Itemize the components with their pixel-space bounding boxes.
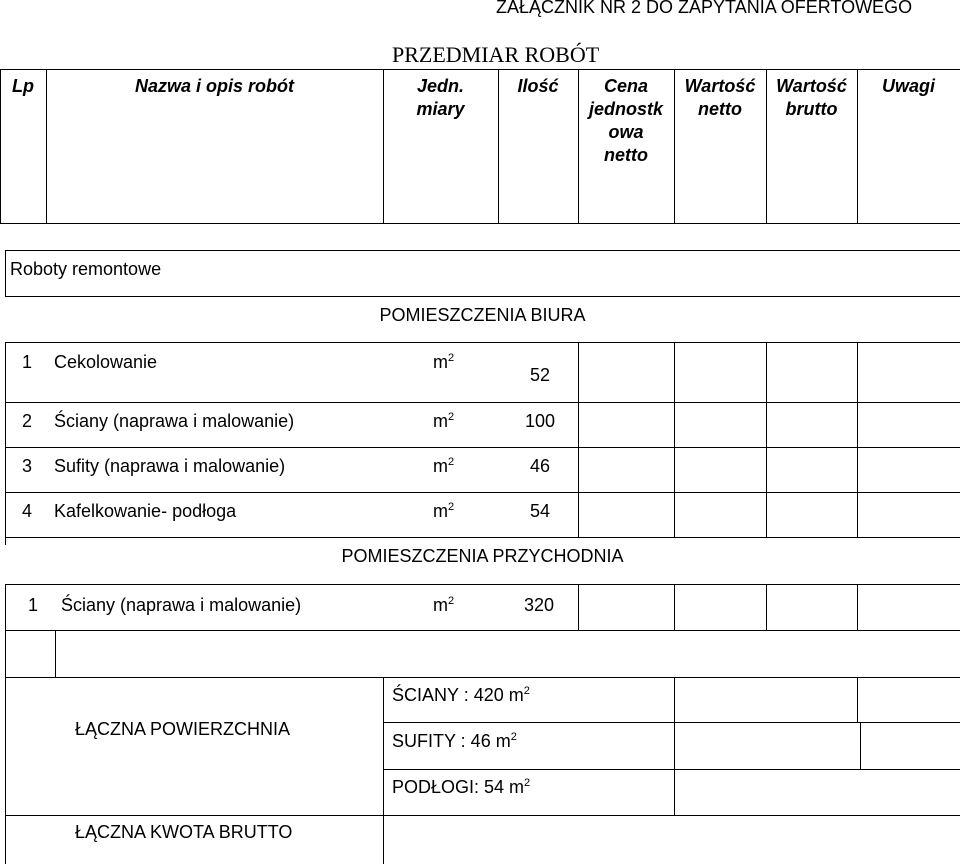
row-unit: $m^2$ — [433, 456, 455, 476]
row-divider — [5, 402, 960, 403]
row-divider — [5, 537, 960, 538]
col-line — [766, 342, 767, 538]
row-lp: 2 — [22, 411, 33, 431]
row-divider — [5, 492, 960, 493]
section-title: Roboty remontowe — [10, 259, 162, 279]
row-lp: 4 — [22, 501, 33, 521]
summary-col-line — [857, 677, 858, 723]
row-qty: 52 — [530, 365, 551, 385]
row-qty: 54 — [530, 501, 551, 521]
document-title: PRZEDMIAR ROBÓT — [392, 42, 600, 67]
row-name: Ściany (naprawa i malowanie) — [54, 411, 295, 431]
col-line — [578, 342, 579, 538]
summary-divider — [5, 815, 960, 816]
col-line — [766, 584, 767, 631]
row-lp: 1 — [28, 595, 39, 615]
col-header-unit: Jedn. miary — [416, 76, 465, 119]
section-left-border — [5, 250, 6, 297]
col-header-qty: Ilość — [517, 76, 559, 96]
group-title-office: POMIESZCZENIA BIURA — [379, 305, 586, 325]
row-lp: 3 — [22, 456, 33, 476]
row-name: Ściany (naprawa i malowanie) — [61, 595, 302, 615]
row-unit: $m^2$ — [433, 411, 455, 431]
attachment-label: ZAŁĄCZNIK NR 2 DO ZAPYTANIA OFERTOWEGO — [496, 0, 913, 17]
section-top-border — [5, 250, 960, 251]
col-line — [578, 584, 579, 631]
row-unit: $m^2$ — [433, 501, 455, 521]
row-qty: 320 — [524, 595, 555, 615]
row-divider — [5, 630, 960, 631]
col-header-gross-value: Wartość brutto — [776, 76, 847, 119]
summary-walls: ŚCIANY : 420 $m^2$ — [392, 685, 530, 705]
summary-left-border — [5, 677, 6, 864]
row-qty: 46 — [530, 456, 551, 476]
group-bottom-border — [5, 342, 960, 343]
table-left-border — [5, 630, 6, 678]
section-bottom-border — [5, 296, 960, 297]
col-header-name: Nazwa i opis robót — [134, 76, 294, 96]
row-unit: $m^2$ — [433, 352, 455, 372]
summary-divider — [383, 722, 960, 723]
summary-ceilings: SUFITY : 46 $m^2$ — [392, 731, 517, 751]
total-area-label: ŁĄCZNA POWIERZCHNIA — [75, 719, 291, 739]
row-qty: 100 — [525, 411, 556, 431]
col-header-lp: Lp — [12, 76, 34, 96]
table-left-border — [5, 584, 6, 631]
col-line — [857, 584, 858, 631]
col-line — [674, 342, 675, 538]
row-divider — [5, 677, 960, 678]
col-header-unit-price: Cena jednostk owa netto — [588, 76, 663, 165]
table-left-border — [5, 342, 6, 545]
col-line — [55, 630, 56, 678]
header-bottom-border — [0, 223, 960, 224]
summary-floors: PODŁOGI: 54 $m^2$ — [392, 777, 531, 797]
group-bottom-border — [5, 584, 960, 585]
row-lp: 1 — [22, 352, 33, 372]
summary-divider — [383, 769, 960, 770]
row-unit: $m^2$ — [433, 595, 455, 615]
summary-col-line — [383, 677, 384, 864]
header-top-border — [0, 69, 960, 70]
row-name: Kafelkowanie- podłoga — [54, 501, 237, 521]
col-line — [674, 584, 675, 631]
summary-col-line — [674, 677, 675, 815]
row-name: Sufity (naprawa i malowanie) — [54, 456, 286, 476]
total-gross-label: ŁĄCZNA KWOTA BRUTTO — [75, 822, 293, 842]
col-header-net-value: Wartość netto — [684, 76, 756, 119]
row-divider — [5, 447, 960, 448]
col-line — [857, 342, 858, 538]
summary-col-line — [860, 722, 861, 769]
group-title-clinic: POMIESZCZENIA PRZYCHODNIA — [341, 546, 624, 566]
col-header-notes: Uwagi — [881, 76, 935, 96]
row-name: Cekolowanie — [54, 352, 158, 372]
